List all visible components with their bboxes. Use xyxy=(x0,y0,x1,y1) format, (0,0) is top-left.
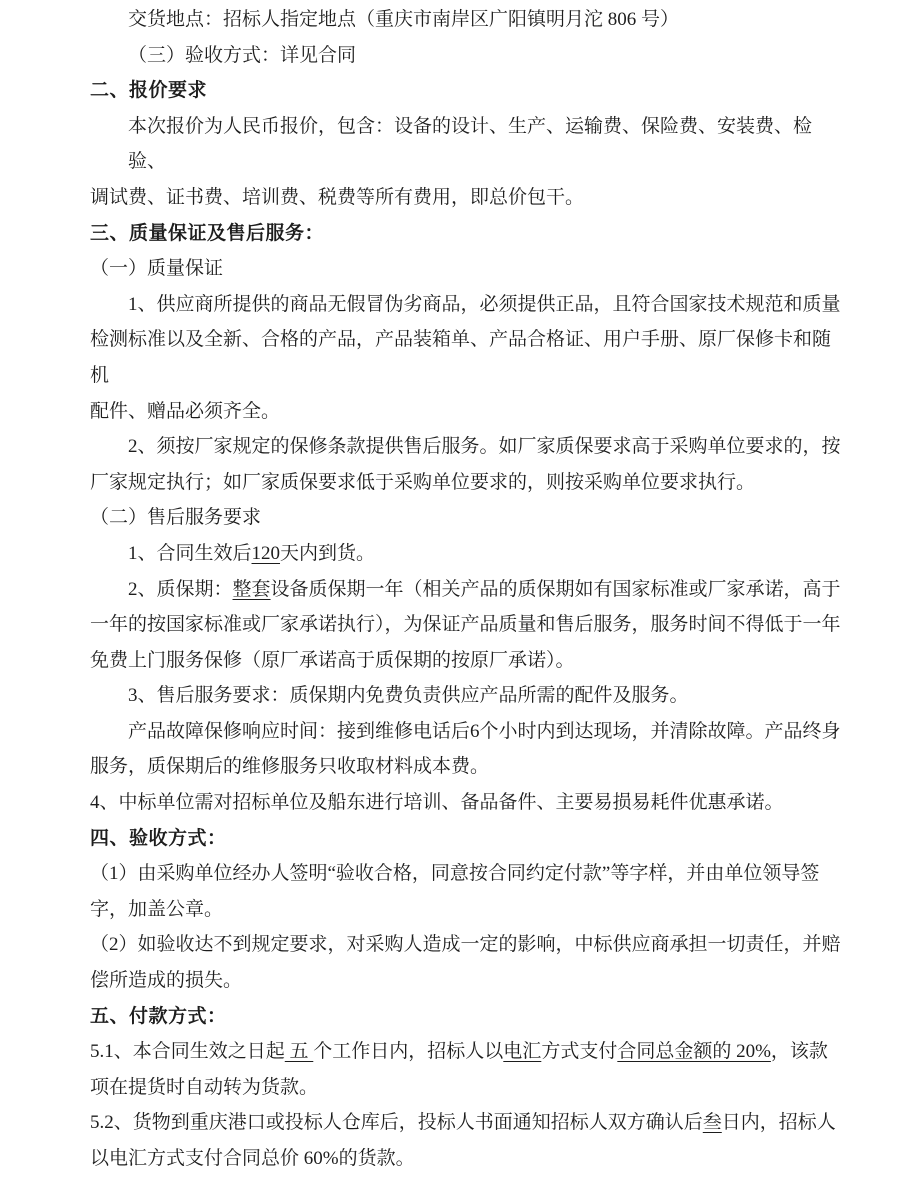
doc-line xyxy=(90,287,848,323)
doc-line xyxy=(90,38,848,74)
doc-line xyxy=(90,927,848,963)
text-segment: 交货地点：招标人指定地点（重庆市南岸区广阳镇明月沱 806 号） xyxy=(128,9,680,30)
doc-line xyxy=(90,322,848,393)
text-segment: （二）售后服务要求 xyxy=(90,507,262,529)
doc-line xyxy=(90,500,848,536)
doc-line xyxy=(90,749,848,785)
text-segment: 以电汇方式支付合同总价 60%的货款。 xyxy=(90,1148,415,1169)
text-segment: 四、验收方式： xyxy=(90,827,227,849)
doc-line xyxy=(90,536,848,572)
doc-line xyxy=(90,465,848,501)
text-segment: 服务，质保期后的维修服务只收取材料成本费。 xyxy=(90,756,490,778)
doc-line xyxy=(90,394,848,430)
text-segment: 偿所造成的损失。 xyxy=(90,970,243,992)
text-segment: 配件、赠品必须齐全。 xyxy=(90,400,281,422)
text-segment: 5.1、本合同生效之日起 xyxy=(90,1041,285,1063)
doc-line xyxy=(90,572,848,608)
text-segment: 2、须按厂家规定的保修条款提供售后服务。如厂家质保要求高于采购单位要求的，按 xyxy=(128,436,841,458)
doc-line xyxy=(90,429,848,465)
section-heading xyxy=(90,999,848,1035)
doc-line xyxy=(90,1141,848,1177)
text-segment: 检测标准以及全新、合格的产品，产品装箱单、产品合格证、用户手册、原厂保修卡和随机 xyxy=(90,329,832,386)
text-segment: 2、质保期： xyxy=(128,578,233,600)
text-segment: 产品故障保修响应时间：接到维修电话后6个小时内到达现场，并清除故障。产品终身 xyxy=(128,720,841,742)
section-heading xyxy=(90,73,848,109)
text-segment: 1、合同生效后 xyxy=(128,542,252,564)
doc-line xyxy=(90,109,848,180)
text-segment: 天内到货。 xyxy=(280,542,376,564)
text-segment: 三、质量保证及售后服务： xyxy=(90,222,325,244)
text-segment: 二、报价要求 xyxy=(90,80,208,102)
text-segment: ，该款 xyxy=(770,1041,828,1063)
underlined-text: 五 xyxy=(284,1041,314,1063)
doc-line xyxy=(90,180,848,216)
text-segment: 方式支付 xyxy=(541,1041,618,1063)
text-segment: （一）质量保证 xyxy=(90,258,224,280)
underlined-text: 整套 xyxy=(232,578,271,600)
doc-line xyxy=(90,1070,848,1106)
underlined-text: 电汇 xyxy=(503,1041,542,1063)
underlined-text: 合同总金额的 20% xyxy=(617,1041,771,1063)
text-segment: 本次报价为人民币报价，包含：设备的设计、生产、运输费、保险费、安装费、检验、 xyxy=(128,115,813,173)
text-segment: 3、售后服务要求：质保期内免费负责供应产品所需的配件及服务。 xyxy=(128,685,689,707)
text-segment: 设备质保期一年（相关产品的质保期如有国家标准或厂家承诺，高于 xyxy=(270,578,841,600)
underlined-text: 叁 xyxy=(702,1112,722,1134)
doc-line xyxy=(90,607,848,643)
doc-line xyxy=(90,892,848,928)
text-segment: 5.2、货物到重庆港口或投标人仓库后，投标人书面通知招标人双方确认后 xyxy=(90,1112,703,1134)
doc-line xyxy=(90,963,848,999)
doc-line xyxy=(90,714,848,750)
text-segment: 免费上门服务保修（原厂承诺高于质保期的按原厂承诺）。 xyxy=(90,649,575,671)
text-segment: 厂家规定执行；如厂家质保要求低于采购单位要求的，则按采购单位要求执行。 xyxy=(90,471,756,493)
text-segment: 一年的按国家标准或厂家承诺执行），为保证产品质量和售后服务，服务时间不得低于一年 xyxy=(90,614,841,636)
doc-line xyxy=(90,251,848,287)
doc-line xyxy=(90,2,848,38)
text-segment: （三）验收方式：详见合同 xyxy=(128,44,357,66)
doc-line xyxy=(90,785,848,821)
section-heading xyxy=(90,821,848,857)
text-segment: 1、供应商所提供的商品无假冒伪劣商品，必须提供正品，且符合国家技术规范和质量 xyxy=(128,293,841,315)
text-segment: 4、中标单位需对招标单位及船东进行培训、备品备件、主要易损易耗件优惠承诺。 xyxy=(90,792,784,814)
text-segment: 个工作日内，招标人以 xyxy=(313,1041,504,1063)
underlined-text: 120 xyxy=(251,542,281,564)
text-segment: 调试费、证书费、培训费、税费等所有费用，即总价包干。 xyxy=(90,186,585,208)
text-segment: （2）如验收达不到规定要求，对采购人造成一定的影响，中标供应商承担一切责任，并赔 xyxy=(90,934,841,956)
doc-line xyxy=(90,856,848,892)
text-segment: 字，加盖公章。 xyxy=(90,898,224,920)
text-segment: 日内，招标人 xyxy=(721,1112,836,1134)
doc-line xyxy=(90,1034,848,1070)
section-heading xyxy=(90,216,848,252)
doc-line xyxy=(90,678,848,714)
text-segment: 五、付款方式： xyxy=(90,1005,227,1027)
doc-line xyxy=(90,643,848,679)
text-segment: （1）由采购单位经办人签明“验收合格，同意按合同约定付款”等字样，并由单位领导签 xyxy=(90,863,820,885)
text-segment: 项在提货时自动转为货款。 xyxy=(90,1076,319,1098)
doc-line xyxy=(90,1105,848,1141)
